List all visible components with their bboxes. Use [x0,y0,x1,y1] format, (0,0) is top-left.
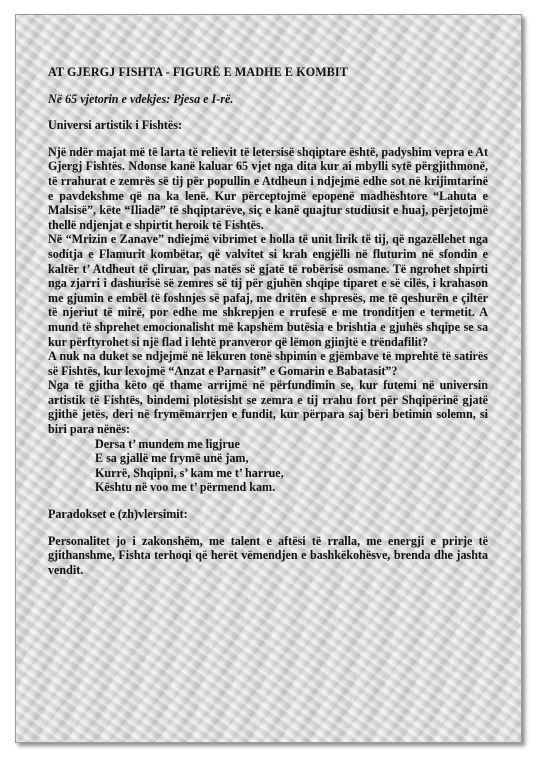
document-title: AT GJERGJ FISHTA - FIGURË E MADHE E KOMBIT [48,65,348,79]
document-subtitle: Në 65 vjetorin e vdekjes: Pjesa e I-rë. [48,91,234,106]
document-text [48,52,488,577]
poem-line: E sa gjallë me frymë unë jam, [95,451,249,466]
section-heading-paradoxes: Paradokset e (zh)vlersimit: [48,507,188,522]
poem-line: Dersa t’ mundem me ligjrue [95,436,240,451]
paragraph-2: Në “Mrizin e Zanave” ndiejmë vibrimet e holla të unit lirik të tij, që ngazëllehet nga sodítja e Flamurit kombëtar, që valvitet si krah engjëlli në fluturim në sfondin e kaltër t’ Atdheut të çliruar, pas natës së gjatë të robërisë osmane. Të ngrohet shpirti nga zjarri i dashurisë së zemres së tij për gjuhën shqipe tiparet e së cilës, i krahason me gjumin e embël të foshnjes së pafaj, me dritën e shpresës, me të qeshurën e çiltër të njeriut të mirë, por edhe me shkrepjen e rrufesë e me trondítjen e termetit. A mund të shprehet emocionalisht më kapshëm butësia e brishtia e gjuhës shqipe se sa kur përftyrohet si një flad i lehtë pranveror që lëmon gjinjtë e trëndafilit? [48,232,488,349]
main-body [48,145,488,495]
poem-line: Kështu në voo me t’ përmend kam. [95,480,276,495]
poem-quote [95,437,488,495]
paragraph-3: A nuk na duket se ndjejmë në lëkuren tonë shpimin e gjëmbave të mprehtë të satirës së Fishtës, kur lexojmë “Anzat e Parnasit” e Gomarin e Babatasit”? [48,349,488,378]
section-heading-artistic-universe: Universi artistik i Fishtës: [48,118,183,133]
paragraph-1: Një ndër majat më të larta të relievit të letersisë shqiptare është, padyshim vepra e At Gjergj Fishtës. Ndonse kanë kaluar 65 vjet nga dita kur ai mbylli sytë përgjithmonë, të rrahurat e zemrës së tij për popullin e Atdheun i ndjejmë edhe sot në krijimtarinë e pavdekshme që na ka lenë. Kur përceptojmë epopenë madhështore “Lahuta e Malsisë”, këte “Iliadë” të shqiptarëve, siç e kanë quajtur studiusit e huaj, përjetojmë thellë ndjenjat e shpirtit heroik të Fishtës. [48,144,488,232]
paragraph-4: Nga të gjitha këto që thame arrijmë në përfundimin se, kur futemi në universin artistik të Fishtës, bindemi plotësisht se zemra e tij rrahu fort për Shqipërinë gjatë gjithë jetës, deri në frymëmarrjen e fundit, kur përpara saj bëri betimin solemn, si biri para nënës: [48,378,488,437]
poem-line: Kurrë, Shqipni, s’ kam me t’ harrue, [95,465,284,480]
paragraph-5: Personalitet jo i zakonshëm, me talent e aftësi të rralla, me energji e prirje të gjithanshme, Fishta terhoqi që herët vëmendjen e bashkëkohësve, brenda dhe jashta vendit. [48,533,488,577]
paragraph-5-block [48,534,488,578]
